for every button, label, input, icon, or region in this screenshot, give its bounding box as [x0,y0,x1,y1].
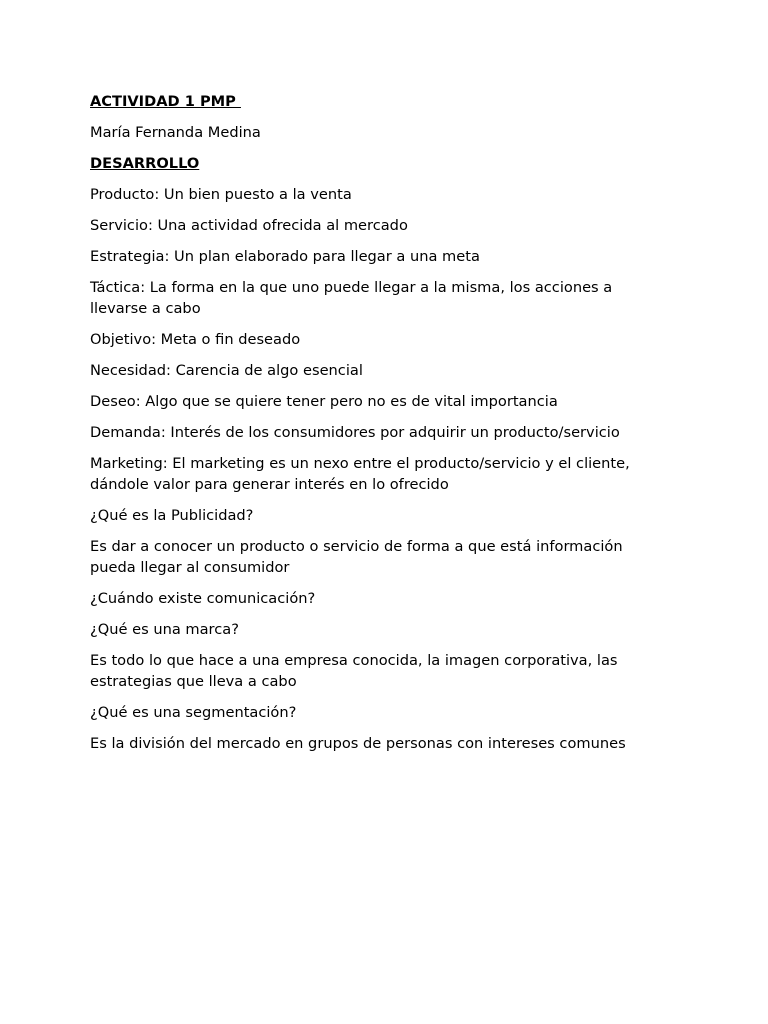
section-heading: DESARROLLO [90,155,200,172]
question-publicidad: ¿Qué es la Publicidad? [90,507,254,524]
paragraph-necesidad: Necesidad: Carencia de algo esencial [90,362,363,379]
author-name: María Fernanda Medina [90,124,261,141]
answer-segmentacion: Es la división del mercado en grupos de personas con intereses comunes [90,735,626,752]
document-page [90,91,670,764]
paragraph-demanda: Demanda: Interés de los consumidores por adquirir un producto/servicio [90,424,620,441]
document-title: ACTIVIDAD 1 PMP [90,93,241,110]
paragraph-producto: Producto: Un bien puesto a la venta [90,186,352,203]
paragraph-servicio: Servicio: Una actividad ofrecida al mercado [90,217,408,234]
question-segmentacion: ¿Qué es una segmentación? [90,704,297,721]
answer-marca: Es todo lo que hace a una empresa conocida, la imagen corporativa, las estrategias que lleva a cabo [90,652,623,690]
question-marca: ¿Qué es una marca? [90,621,239,638]
paragraph-deseo: Deseo: Algo que se quiere tener pero no es de vital importancia [90,393,558,410]
paragraph-marketing: Marketing: El marketing es un nexo entre el producto/servicio y el cliente, dándole valor para generar interés en lo ofrecido [90,455,635,493]
paragraph-objetivo: Objetivo: Meta o fin deseado [90,331,301,348]
question-comunicacion: ¿Cuándo existe comunicación? [90,590,316,607]
answer-publicidad: Es dar a conocer un producto o servicio de forma a que está información pueda llegar al consumidor [90,538,628,576]
paragraph-estrategia: Estrategia: Un plan elaborado para llegar a una meta [90,248,480,265]
paragraph-tactica: Táctica: La forma en la que uno puede llegar a la misma, los acciones a llevarse a cabo [90,279,617,317]
